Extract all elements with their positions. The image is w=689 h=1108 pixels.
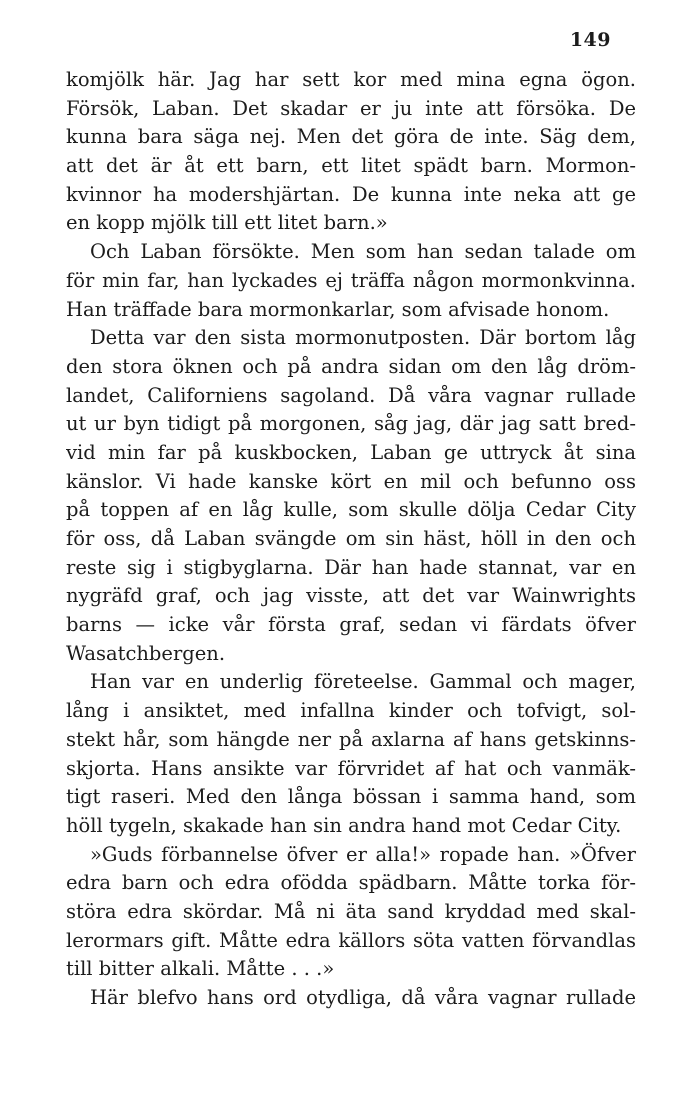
text-line: komjölk här. Jag har sett kor med mina egna ögon.: [66, 68, 636, 91]
text-line: kvinnor ha modershjärtan. De kunna inte neka att ge: [66, 182, 636, 206]
text-line: reste sig i stigbyglarna. Där han hade stannat, var en: [66, 555, 636, 579]
text-line: Han träffade bara mormonkarlar, som afvisade honom.: [66, 297, 610, 321]
text-line: ut ur byn tidigt på morgonen, såg jag, där jag satt bred-: [66, 412, 636, 436]
text-line: att det är åt ett barn, ett litet spädt barn. Mormon-: [66, 154, 636, 178]
text-line: edra barn och edra ofödda spädbarn. Måtte torka för-: [66, 871, 636, 895]
text-line: Han var en underlig företeelse. Gammal och mager,: [90, 670, 636, 694]
text-line: skjorta. Hans ansikte var förvridet af hat och vanmäk-: [66, 756, 636, 780]
text-line: vid min far på kuskbocken, Laban ge uttryck åt sina: [66, 440, 636, 464]
text-line: höll tygeln, skakade han sin andra hand mot Cedar City.: [66, 813, 622, 837]
text-line: tigt raseri. Med den långa bössan i samma hand, som: [66, 785, 636, 809]
text-line: Wasatchbergen.: [66, 641, 226, 665]
text-line: nygräfd graf, och jag visste, att det var Wainwrights: [66, 584, 636, 608]
text-line: kunna bara säga nej. Men det göra de inte. Säg dem,: [66, 125, 636, 149]
text-line: Detta var den sista mormonutposten. Där bortom låg: [90, 326, 636, 350]
text-line: till bitter alkali. Måtte . . .»: [66, 957, 335, 981]
text-line: barns — icke vår första graf, sedan vi färdats öfver: [66, 613, 636, 637]
text-line: på toppen af en låg kulle, som skulle dölja Cedar City: [66, 498, 636, 522]
text-line: lerormars gift. Måtte edra källors söta vatten förvandlas: [66, 928, 636, 952]
text-line: stekt hår, som hängde ner på axlarna af hans getskinns-: [66, 727, 636, 751]
text-line: Och Laban försökte. Men som han sedan talade om: [90, 240, 636, 264]
text-line: störa edra skördar. Må ni äta sand kryddad med skal-: [66, 899, 636, 923]
text-line: en kopp mjölk till ett litet barn.»: [66, 211, 388, 235]
text-line: den stora öknen och på andra sidan om den låg dröm-: [66, 354, 636, 378]
text-line: känslor. Vi hade kanske kört en mil och befunno oss: [66, 469, 636, 493]
text-line: för oss, då Laban svängde om sin häst, höll in den och: [66, 527, 636, 550]
text-line: Försök, Laban. Det skadar er ju inte att försöka. De: [66, 96, 636, 120]
text-line: för min far, han lyckades ej träffa någon mormonkvinna.: [66, 268, 636, 292]
text-line: lång i ansiktet, med infallna kinder och tofvigt, sol-: [66, 699, 636, 723]
body-text: [66, 66, 636, 1013]
text-line: Här blefvo hans ord otydliga, då våra vagnar rullade: [90, 986, 636, 1009]
page-number: 149: [569, 29, 611, 51]
text-line: landet, Californiens sagoland. Då våra vagnar rullade: [66, 383, 636, 407]
text-line: »Guds förbannelse öfver er alla!» ropade han. »Öfver: [90, 842, 636, 866]
